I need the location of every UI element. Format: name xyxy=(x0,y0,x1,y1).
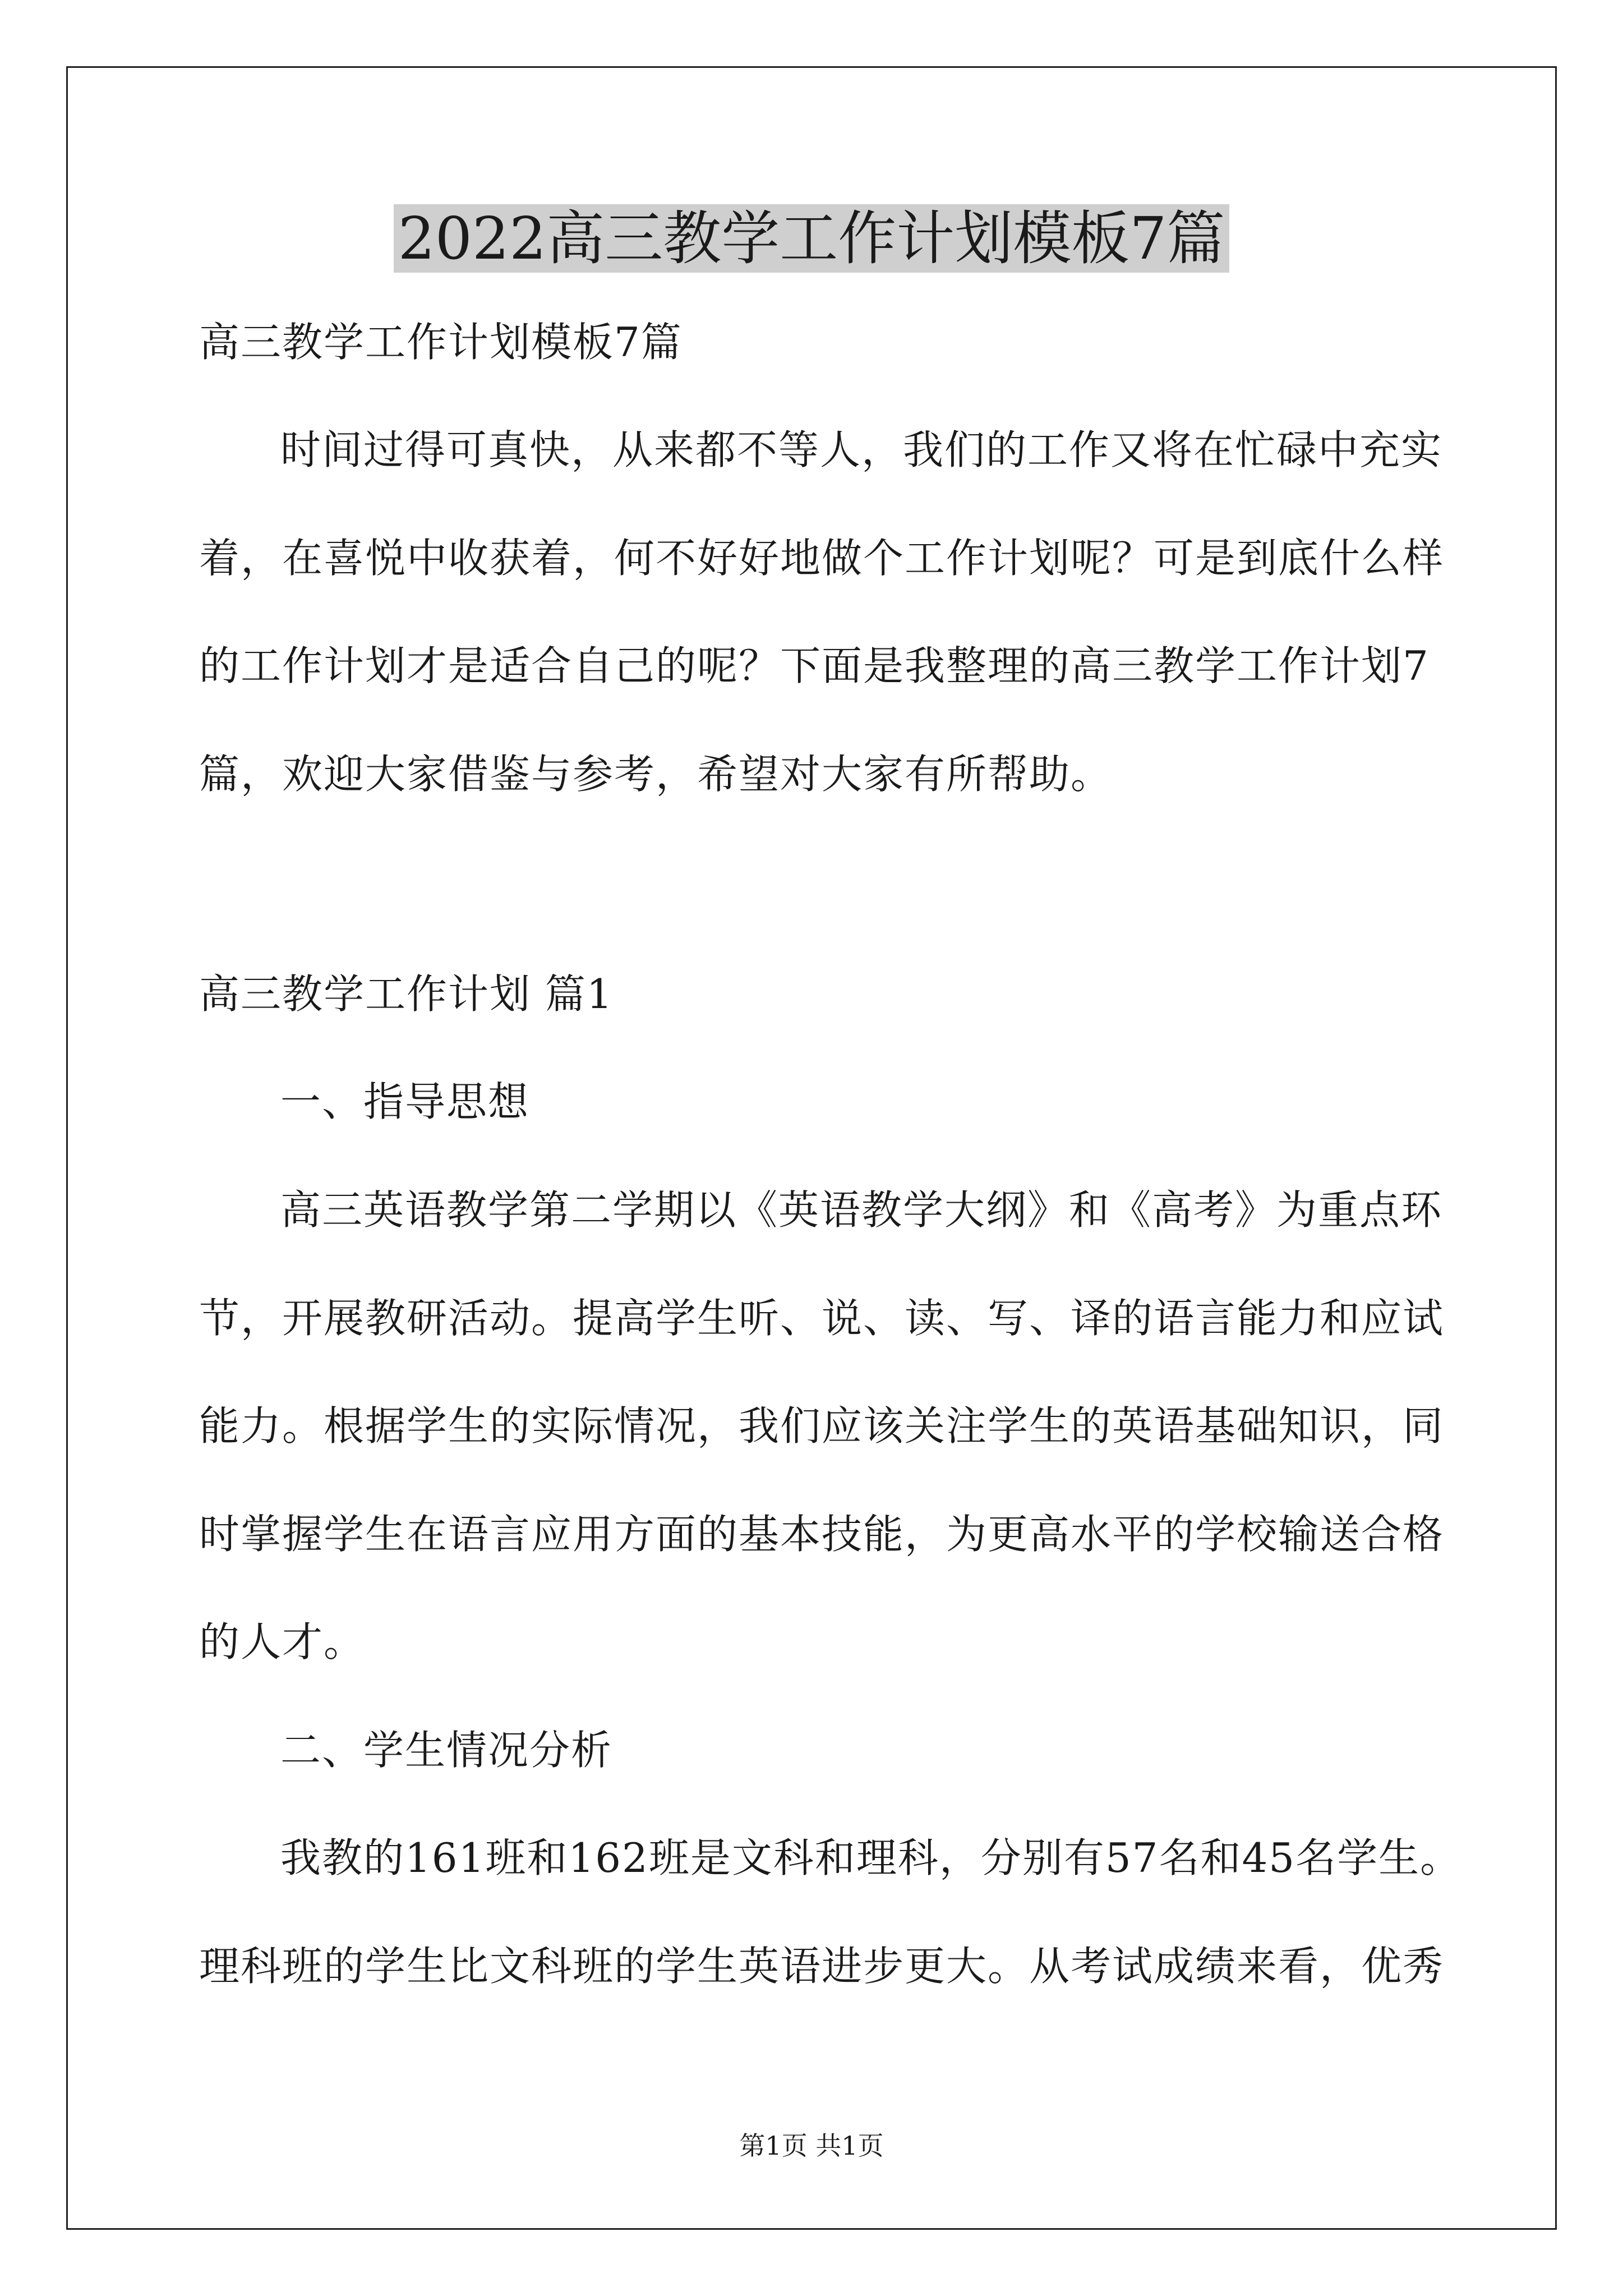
heading-guiding-thought: 一、指导思想 xyxy=(280,1078,530,1125)
section-title: 高三教学工作计划 篇1 xyxy=(199,970,614,1018)
para2-line-1: 我教的161班和162班是文科和理科，分别有57名和45名学生。 xyxy=(280,1834,1462,1881)
document-title xyxy=(0,199,1623,278)
para1-line-2: 节，开展教研活动。提高学生听、说、读、写、译的语言能力和应试 xyxy=(199,1295,1445,1342)
intro-line-3: 的工作计划才是适合自己的呢？下面是我整理的高三教学工作计划7 xyxy=(199,642,1430,689)
para1-line-4: 时掌握学生在语言应用方面的基本技能，为更高水平的学校输送合格 xyxy=(199,1511,1445,1558)
para1-line-1: 高三英语教学第二学期以《英语教学大纲》和《高考》为重点环 xyxy=(280,1186,1443,1234)
intro-line-2: 着，在喜悦中收获着，何不好好地做个工作计划呢？可是到底什么样 xyxy=(199,535,1445,582)
document-subtitle: 高三教学工作计划模板7篇 xyxy=(199,319,683,366)
para1-line-3: 能力。根据学生的实际情况，我们应该关注学生的英语基础知识，同 xyxy=(199,1402,1445,1450)
page-footer: 第1页 共1页 xyxy=(739,2131,884,2161)
heading-student-analysis: 二、学生情况分析 xyxy=(280,1727,613,1774)
intro-line-1: 时间过得可真快，从来都不等人，我们的工作又将在忙碌中充实 xyxy=(280,426,1443,473)
page-border xyxy=(66,66,1557,2230)
para2-line-2: 理科班的学生比文科班的学生英语进步更大。从考试成绩来看，优秀 xyxy=(199,1943,1445,1990)
intro-line-4: 篇，欢迎大家借鉴与参考，希望对大家有所帮助。 xyxy=(199,751,1113,798)
para1-line-5: 的人才。 xyxy=(199,1618,366,1665)
document-title-text: 2022高三教学工作计划模板7篇 xyxy=(394,204,1230,273)
